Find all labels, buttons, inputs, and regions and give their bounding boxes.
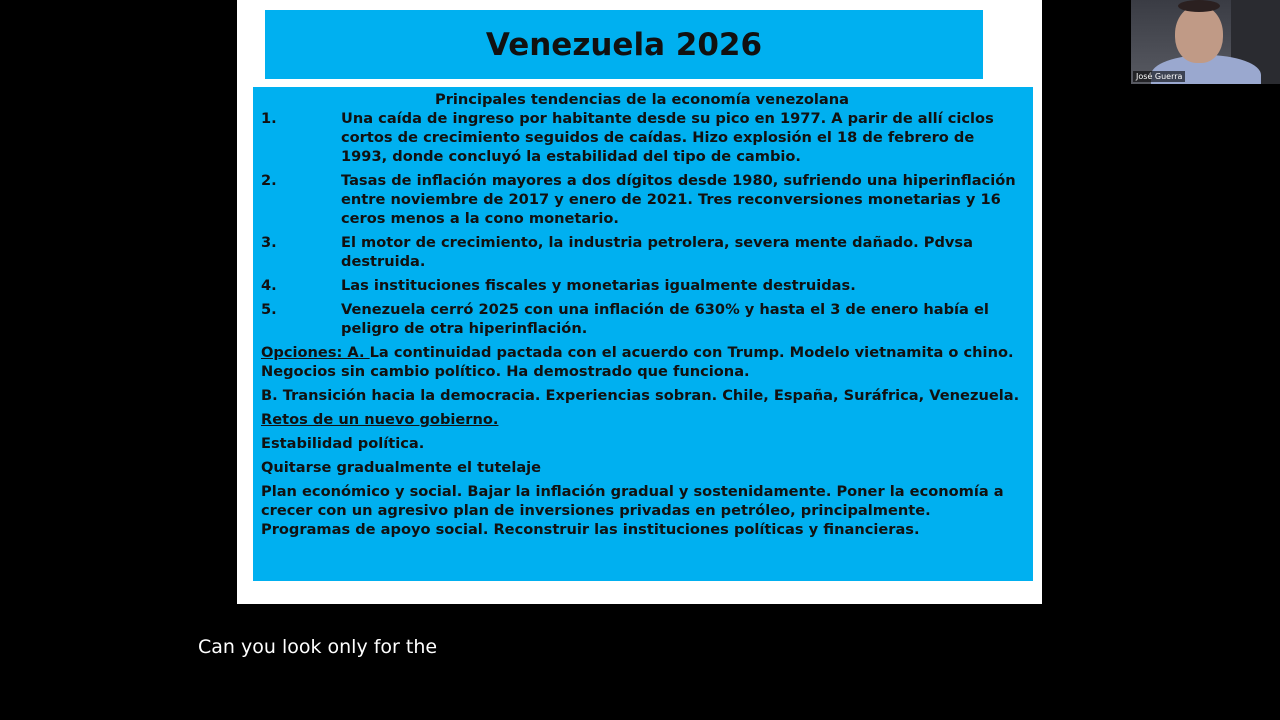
trend-text: Una caída de ingreso por habitante desde su pico en 1977. A parir de allí ciclos cortos de crecimiento seguidos de caídas. Hizo explosión el 18 de febrero de 1993, donde concluyó la estabilidad del tipo de cambio. xyxy=(341,110,994,165)
participant-video-tile[interactable] xyxy=(1131,0,1280,84)
challenge-3: Plan económico y social. Bajar la inflación gradual y sostenidamente. Poner la economía a crecer con un agresivo plan de inversiones privadas en petróleo, principalmente. Programas de apoyo social. Reconstruir las instituciones políticas y financieras. xyxy=(261,483,1004,538)
option-a xyxy=(261,343,1023,381)
trend-text: Tasas de inflación mayores a dos dígitos desde 1980, sufriendo una hiperinflación entre noviembre de 2017 y enero de 2021. Tres reconversiones monetarias y 16 ceros menos a la cono monetario. xyxy=(341,172,1016,227)
trend-number: 1. xyxy=(261,110,277,127)
trend-item-3 xyxy=(261,233,1023,271)
participant-hair xyxy=(1178,0,1220,12)
options-label: Opciones: A. xyxy=(261,344,370,361)
trend-number: 3. xyxy=(261,234,277,251)
challenge-1: Estabilidad política. xyxy=(261,435,425,452)
participant-name-label: José Guerra xyxy=(1133,71,1185,82)
option-b: B. Transición hacia la democracia. Experiencias sobran. Chile, España, Suráfrica, Venezuela. xyxy=(261,387,1020,404)
slide-title: Venezuela 2026 xyxy=(485,26,763,63)
trend-number: 4. xyxy=(261,277,277,294)
trend-text: Venezuela cerró 2025 con una inflación de 630% y hasta el 3 de enero había el peligro de otra hiperinflación. xyxy=(341,301,989,337)
trend-item-1 xyxy=(261,109,1023,166)
option-a-text: La continuidad pactada con el acuerdo con Trump. Modelo vietnamita o chino. Negocios sin cambio político. Ha demostrado que funciona. xyxy=(261,344,1014,380)
trend-item-2 xyxy=(261,171,1023,228)
trend-number: 2. xyxy=(261,172,277,189)
trend-number: 5. xyxy=(261,301,277,318)
challenge-2: Quitarse gradualmente el tutelaje xyxy=(261,459,542,476)
trend-text: El motor de crecimiento, la industria petrolera, severa mente dañado. Pdvsa destruida. xyxy=(341,234,973,270)
slide-heading: Principales tendencias de la economía venezolana xyxy=(435,91,849,108)
trend-item-5 xyxy=(261,300,1023,338)
slide-content-box xyxy=(253,87,1033,581)
participant-head xyxy=(1175,5,1223,63)
challenges-heading: Retos de un nuevo gobierno. xyxy=(261,411,499,428)
trend-item-4 xyxy=(261,276,1023,295)
live-caption: Can you look only for the xyxy=(198,636,438,658)
slide-title-box xyxy=(265,10,983,79)
trend-text: Las instituciones fiscales y monetarias igualmente destruidas. xyxy=(341,277,856,294)
shared-slide xyxy=(237,0,1042,604)
